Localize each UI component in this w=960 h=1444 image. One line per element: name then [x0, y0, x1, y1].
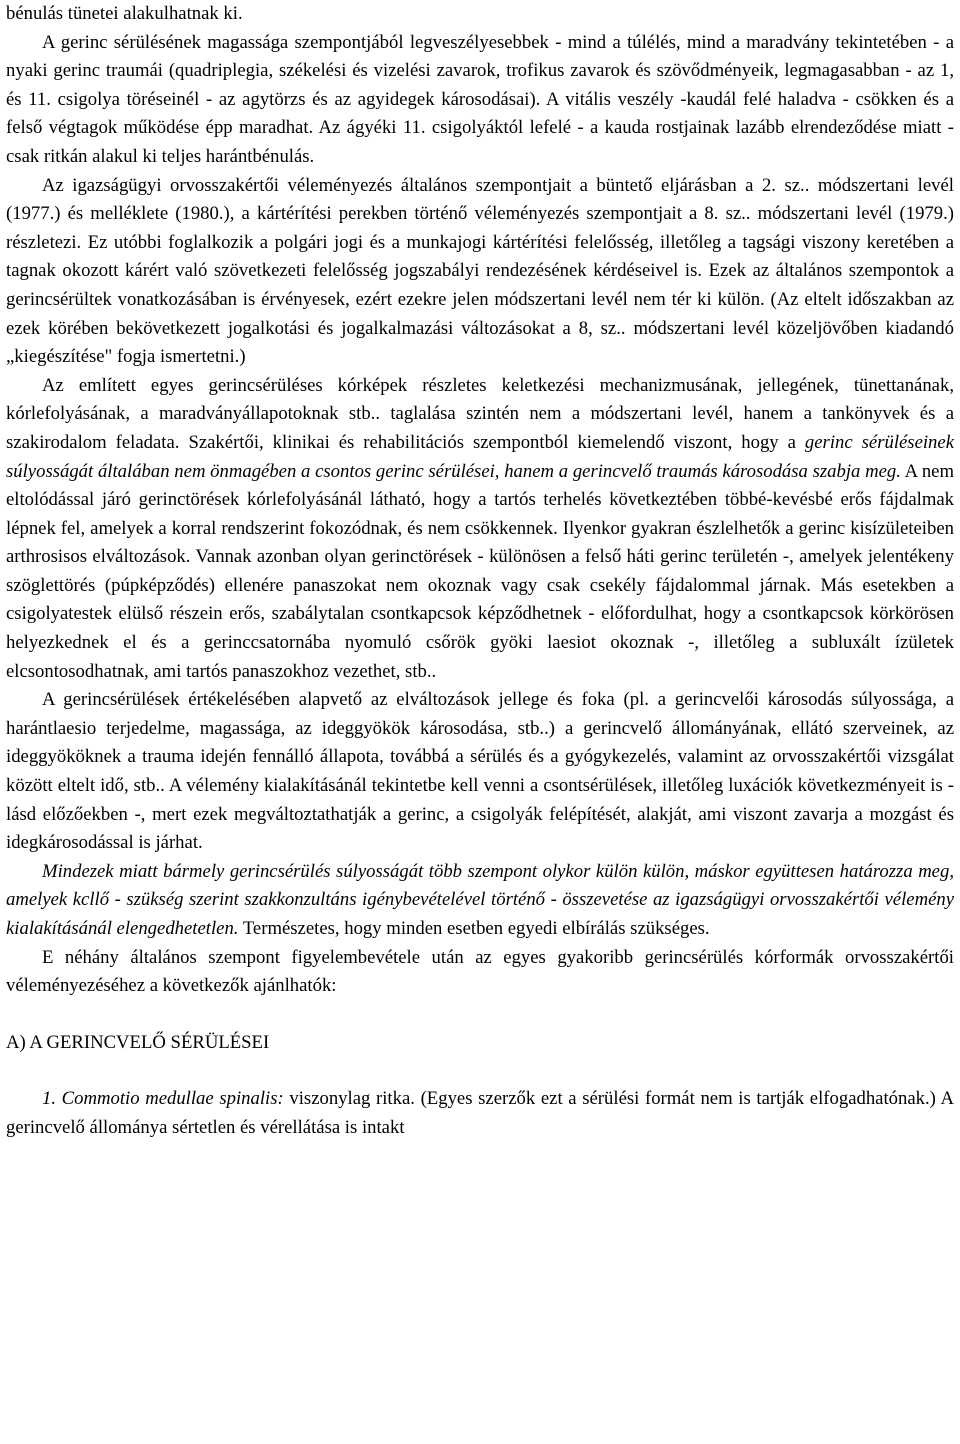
- paragraph-commotio: [6, 1085, 954, 1142]
- paragraph-text: A nem eltolódással járó gerinctörések kórlefolyásánál látható, hogy a tartós terhelés következtében többé-kevésbé erős fájdalmak lépnek fel, amelyek a korral rendszerint fokozódnak, és nem csökkennek. Ilyenkor gyakran észlelhetők a gerinc kisízületeiben arthrosisos elváltozások. Vannak azonban olyan gerinctörések - különösen a felső háti gerinc területén -, amelyek jelentékeny szöglettörés (púpképződés) ellenére panaszokat nem okoznak vagy csak csekély fájdalommal járnak. Más esetekben a csigolyatestek elülső részein erős, szabálytalan csontkapcsok képződhetnek - előfordulhat, hogy a csontkapcsok körkörösen helyezkednek el és a gerinccsatornába nyomuló csőrök gyöki laesiot okoznak -, illetőleg a subluxált ízületek elcsontosodhatnak, ami tartós panaszokhoz vezethet, stb..: [6, 460, 955, 682]
- paragraph-text: Természetes, hogy minden esetben egyedi elbírálás szükséges.: [238, 918, 710, 939]
- paragraph-evaluation: A gerincsérülések értékelésében alapvető az elváltozások jellege és foka (pl. a gerincvelői károsodás súlyossága, a harántlaesio terjedelme, magassága, az ideggyökök károsodása, stb..) a gerincvelő állományának, ellátó szerveinek, az ideggyököknek a trauma idején fennálló állapota, továbbá a sérülés és a gyógykezelés, valamint az orvosszakértői vizsgálat között eltelt idő, stb.. A vélemény kialakításánál tekintetbe kell venni a csontsérülések, illetőleg luxációk következményeit is - lásd előzőekben -, mert ezek megváltoztathatják a gerinc, a csigolyák felépítését, alakját, ami viszont zavarja a mozgást és idegkárosodással is járhat.: [6, 689, 954, 854]
- term-label: 1. Commotio medullae spinalis:: [42, 1088, 284, 1110]
- paragraph-severity: [6, 858, 954, 944]
- paragraph-text: Az említett egyes gerincsérüléses kórképek részletes keletkezési mechanizmusának, jellegének, tünettanának, kórlefolyásának, a maradványállapotoknak stb.. taglalása szintén nem a módszertani levél, hanem a tankönyvek és a szakirodalom feladata. Szakértői, klinikai és rehabilitációs szempontból kiemelendő viszont, hogy a: [6, 374, 954, 453]
- paragraph-forensic-opinion: Az igazságügyi orvosszakértői véleményezés általános szempontjait a büntető eljárásban a 2. sz.. módszertani levél (1977.) és melléklete (1980.), a kártérítési perekben történő véleményezés szempontjait a 8. sz.. módszertani levél (1979.) részletezi. Ez utóbbi foglalkozik a polgári jogi és a munkajogi kártérítési felelősség, illetőleg a tagsági viszony keretében a tagnak okozott kárért való szövetkezeti felelősség jogszabályi rendezésének kérdéseivel is. Ezek az általános szempontok a gerincsérültek vonatkozásában is érvényesek, ezért ezekre jelen módszertani levél nem tér ki külön. (Az eltelt időszakban az ezek körében bekövetkezett jogalkotási és jogalkalmazási változásokat a 8, sz.. módszertani levél közeljövőben kiadandó „kiegészítése" fogja ismertetni.): [6, 174, 954, 368]
- paragraph-text: viszonylag ritka. (Egyes szerzők ezt a sérülési formát nem is tartják elfogadhatónak.) A gerincvelő állománya sértetlen és vérellátása is intakt: [6, 1088, 954, 1138]
- emphasis-text: gerinc sérüléseinek súlyosságát általában nem önmagében a csontos gerinc sérülései, hanem a gerincvelő traumás károsodása szabja meg.: [6, 431, 954, 482]
- paragraph-continuation: bénulás tünetei alakulhatnak ki.: [6, 3, 243, 24]
- paragraph-recommendations: E néhány általános szempont figyelembevétele után az egyes gyakoribb gerincsérülés kórformák orvosszakértői véleményezéséhez a következők ajánlhatók:: [6, 946, 954, 997]
- spacer: [6, 1057, 954, 1085]
- document-page: [6, 0, 954, 1143]
- emphasis-text: Mindezek miatt bármely gerincsérülés súlyosságát több szempont olykor külön külön, máskor együttesen határozza meg, amelyek kcllő - szükség szerint szakkonzultáns igénybevételével történő - összevetése az igazságügyi orvosszakértői vélemény kialakításánál elengedhetetlen.: [6, 860, 954, 939]
- paragraph-spine-injury-level: A gerinc sérülésének magassága szempontjából legveszélyesebbek - mind a túlélés, mind a maradvány tekintetében - a nyaki gerinc traumái (quadriplegia, székelési és vizelési zavarok, trofikus zavarok és szövődményeik, legmagasabban - az 1, és 11. csigolya töréseinél - az agytörzs és az agyidegek károsodásai). A vitális veszély -kaudál felé haladva - csökken és a felső végtagok működése épp maradhat. Az ágyéki 11. csigolyáktól lefelé - a kauda rostjainak lazább elrendeződése miatt - csak ritkán alakul ki teljes harántbénulás.: [6, 31, 954, 167]
- spacer: [6, 1001, 954, 1029]
- paragraph-spinal-conditions: [6, 372, 954, 687]
- section-heading: A) A GERINCVELŐ SÉRÜLÉSEI: [6, 1031, 270, 1053]
